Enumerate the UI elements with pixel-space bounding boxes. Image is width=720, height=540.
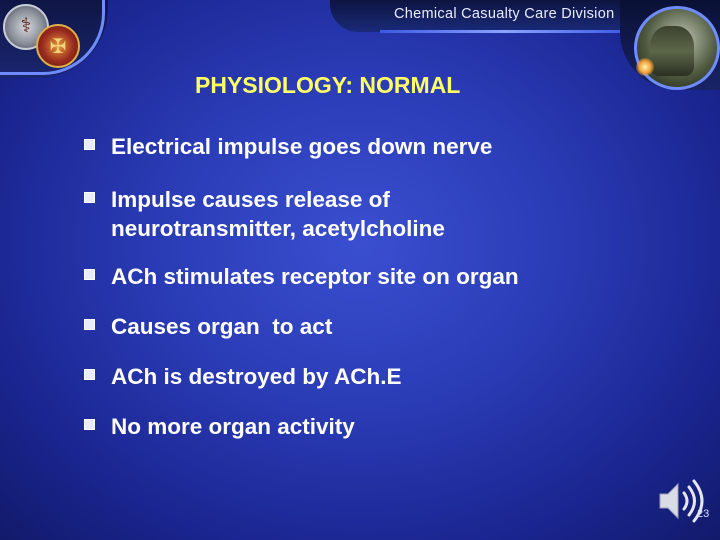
bullet-text: ACh stimulates receptor site on organ: [111, 264, 519, 289]
fire-glow: [636, 58, 654, 76]
bullet-text: Causes organ to act: [111, 314, 333, 339]
division-label: Chemical Casualty Care Division: [394, 6, 615, 22]
bullet-square-icon: [84, 269, 95, 280]
bullet-text: Impulse causes release of neurotransmitter, acetylcholine: [111, 187, 445, 241]
unit-crest-icon: ✠: [36, 24, 80, 68]
header-divider: [380, 30, 630, 33]
bullet-text: No more organ activity: [111, 414, 355, 439]
bullet-square-icon: [84, 419, 95, 430]
soldier-figure: [650, 26, 694, 76]
bullet-text: ACh is destroyed by ACh.E: [111, 364, 402, 389]
bullet-text: Electrical impulse goes down nerve: [111, 134, 493, 159]
slide-title: PHYSIOLOGY: NORMAL: [195, 72, 461, 98]
bullet-square-icon: [84, 139, 95, 150]
bullet-square-icon: [84, 319, 95, 330]
medical-corps-seal-icon: ⚕: [3, 4, 49, 50]
bullet-square-icon: [84, 192, 95, 203]
bullet-square-icon: [84, 369, 95, 380]
page-number: 23: [697, 508, 710, 520]
